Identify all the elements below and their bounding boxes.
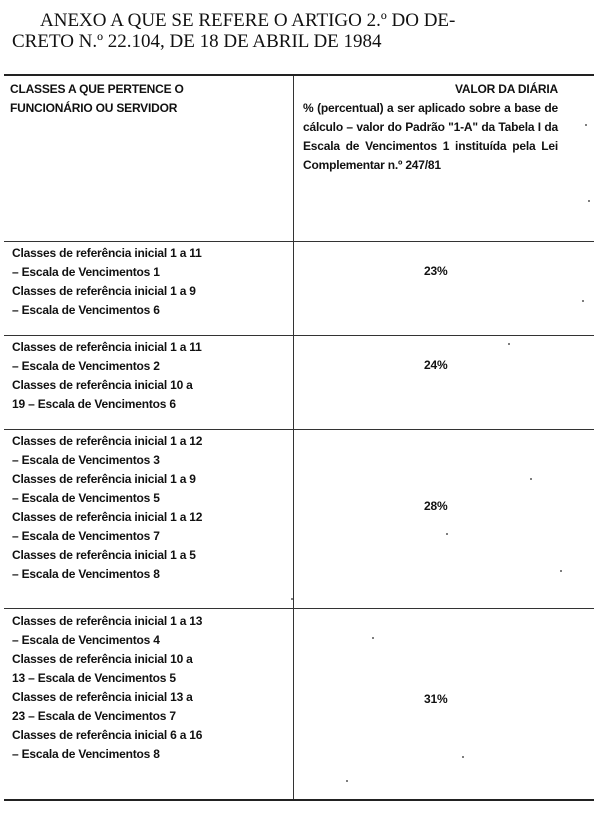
header-bottom-rule bbox=[4, 241, 594, 242]
row-4-value: 31% bbox=[424, 692, 448, 706]
table-cell-line: – Escala de Vencimentos 3 bbox=[12, 453, 160, 467]
row-3-value: 28% bbox=[424, 499, 448, 513]
scan-speck bbox=[446, 533, 448, 535]
scan-speck bbox=[588, 200, 590, 202]
table-cell-line: – Escala de Vencimentos 7 bbox=[12, 529, 160, 543]
scan-speck bbox=[508, 343, 510, 345]
table-cell-line: Classes de referência inicial 10 a bbox=[12, 378, 193, 392]
header-valor-title: VALOR DA DIÁRIA bbox=[455, 82, 558, 96]
table-cell-line: Classes de referência inicial 1 a 5 bbox=[12, 548, 196, 562]
scan-speck bbox=[585, 124, 587, 126]
header-valor-description: % (percentual) a ser aplicado sobre a base de cálculo – valor do Padrão "1-A" da Tabela I da Escala de Vencimentos 1 instituída pela Lei Complementar n.º 247/81 bbox=[303, 101, 558, 172]
table-cell-line: – Escala de Vencimentos 8 bbox=[12, 747, 160, 761]
table-cell-line: Classes de referência inicial 1 a 11 bbox=[12, 246, 202, 260]
table-top-rule bbox=[4, 74, 594, 76]
row-2-classes bbox=[12, 338, 284, 414]
scan-speck bbox=[582, 300, 584, 302]
table-cell-line: – Escala de Vencimentos 1 bbox=[12, 265, 160, 279]
table-cell-line: Classes de referência inicial 1 a 11 bbox=[12, 340, 202, 354]
row-2-value: 24% bbox=[424, 358, 448, 372]
scan-speck bbox=[291, 598, 293, 600]
table-cell-line: Classes de referência inicial 1 a 9 bbox=[12, 472, 196, 486]
scan-speck bbox=[530, 478, 532, 480]
scan-speck bbox=[560, 570, 562, 572]
header-classes: CLASSES A QUE PERTENCE O FUNCIONÁRIO OU SERVIDOR bbox=[10, 82, 184, 115]
document-title bbox=[12, 10, 592, 52]
row-1-classes bbox=[12, 244, 284, 320]
title-line-2: CRETO N.º 22.104, DE 18 DE ABRIL DE 1984 bbox=[12, 31, 382, 52]
table-cell-line: 19 – Escala de Vencimentos 6 bbox=[12, 397, 176, 411]
row-3-classes bbox=[12, 432, 284, 584]
table-cell-line: – Escala de Vencimentos 5 bbox=[12, 491, 160, 505]
table-cell-line: – Escala de Vencimentos 8 bbox=[12, 567, 160, 581]
title-line-1: ANEXO A QUE SE REFERE O ARTIGO 2.º DO DE- bbox=[40, 10, 456, 31]
row-1-value: 23% bbox=[424, 264, 448, 278]
column-divider bbox=[293, 76, 294, 799]
scan-speck bbox=[462, 756, 464, 758]
table-cell-line: 23 – Escala de Vencimentos 7 bbox=[12, 709, 176, 723]
table-cell-line: Classes de referência inicial 1 a 13 bbox=[12, 614, 203, 628]
row-2-bottom-rule bbox=[4, 429, 594, 430]
table-cell-line: Classes de referência inicial 1 a 12 bbox=[12, 510, 203, 524]
table-cell-line: Classes de referência inicial 1 a 9 bbox=[12, 284, 196, 298]
table-cell-line: 13 – Escala de Vencimentos 5 bbox=[12, 671, 176, 685]
scan-speck bbox=[372, 637, 374, 639]
table-cell-line: – Escala de Vencimentos 4 bbox=[12, 633, 160, 647]
row-3-bottom-rule bbox=[4, 608, 594, 609]
table-cell-line: Classes de referência inicial 13 a bbox=[12, 690, 193, 704]
table-cell-line: – Escala de Vencimentos 6 bbox=[12, 303, 160, 317]
table-cell-line: – Escala de Vencimentos 2 bbox=[12, 359, 160, 373]
table-cell-line: Classes de referência inicial 6 a 16 bbox=[12, 728, 203, 742]
row-4-classes bbox=[12, 612, 284, 764]
row-1-bottom-rule bbox=[4, 335, 594, 336]
scan-speck bbox=[346, 780, 348, 782]
table-bottom-rule bbox=[4, 799, 594, 801]
table-cell-line: Classes de referência inicial 10 a bbox=[12, 652, 193, 666]
table-cell-line: Classes de referência inicial 1 a 12 bbox=[12, 434, 203, 448]
header-valor-diaria bbox=[303, 80, 558, 175]
